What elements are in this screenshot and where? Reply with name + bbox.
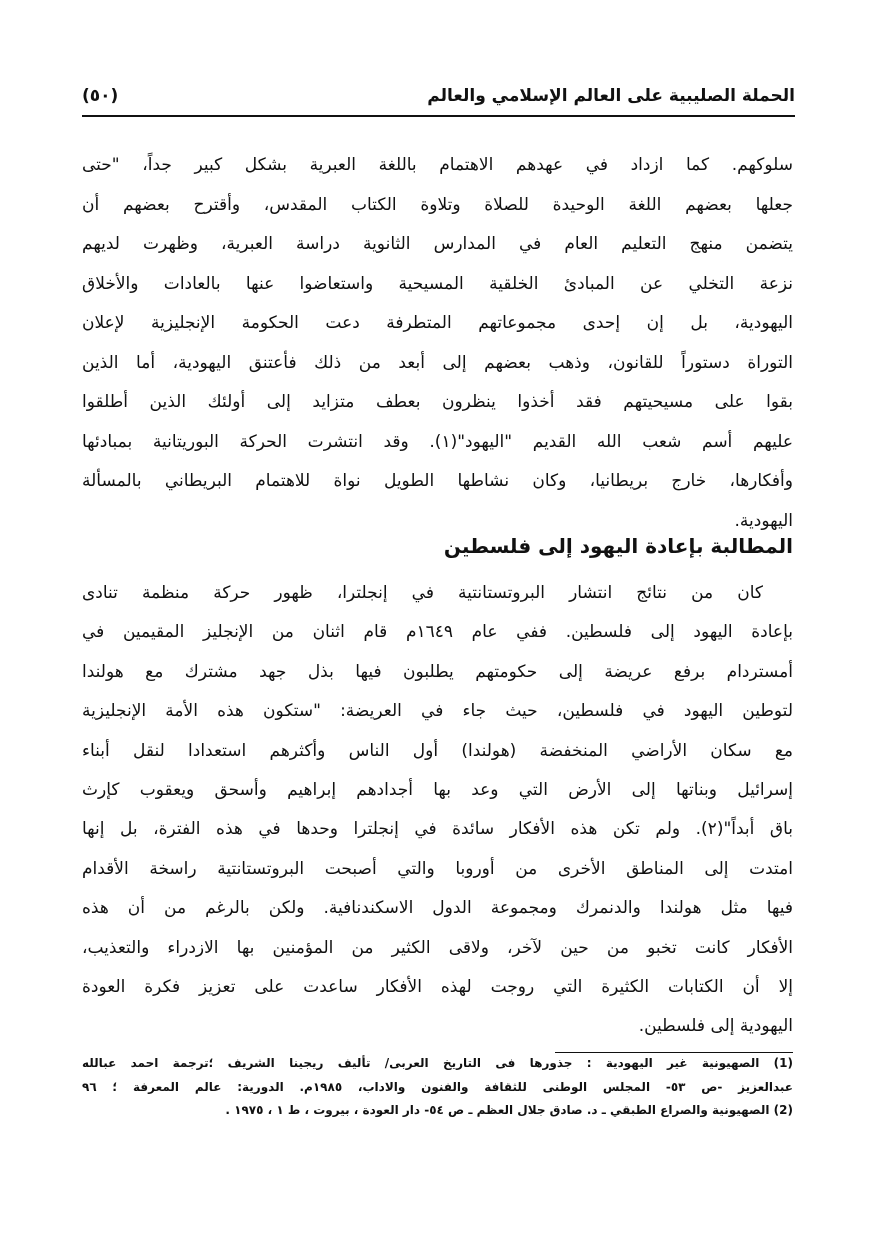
text-line: الأفكار كانت تخبو من حين لآخر، ولاقى الكثير من المؤمنين بها الازدراء والتعذيب، — [82, 937, 793, 958]
text-line: جعلها بعضهم اللغة الوحيدة للصلاة وتلاوة الكتاب المقدس، وأقترح بعضهم أن — [82, 194, 793, 215]
text-line: يتضمن منهج التعليم العام في المدارس الثانوية دراسة العبرية، وظهرت لديهم — [82, 234, 793, 254]
section-heading: المطالبة بإعادة اليهود إلى فلسطين — [443, 534, 793, 558]
text-line: إلا أن الكتابات الكثيرة التي روجت لهذه الأفكار ساعدت على تعزيز فكرة العودة — [82, 977, 793, 997]
text-line: سلوكهم. كما ازداد في عهدهم الاهتمام باللغة العبرية بشكل كبير جداً، "حتى — [82, 155, 793, 175]
running-header — [82, 86, 795, 114]
text-line: بإعادة اليهود إلى فلسطين. ففي عام ١٦٤٩م قام اثنان من الإنجليز المقيمين في — [82, 622, 793, 643]
text-line: التوراة دستوراً للقانون، وذهب بعضهم إلى أبعد من ذلك فأعتنق اليهودية، أما الذين — [82, 352, 793, 373]
text-line: كان من نتائج انتشار البروتستانتية في إنجلترا، ظهور حركة منظمة تنادى — [82, 583, 763, 603]
text-line: إسرائيل وبناتها إلى الأرض التي وعد بها أجدادهم إبراهيم وأسحق ويعقوب كإرث — [82, 780, 793, 800]
footnote-line: (2) الصهيونية والصراع الطبقي ـ د. صادق جلال العظم ـ ص ٥٤- دار العودة ، بيروت ، ط ١ ، ١٩٧٥ . — [225, 1103, 793, 1117]
text-line: أمستردام برفع عريضة إلى حكومتهم يطلبون فيها بذل جهد مشترك مع هولندا — [82, 661, 793, 682]
text-line: فيها مثل هولندا والدنمرك ومجموعة الدول الاسكندنافية. ولكن بالرغم من أن هذه — [82, 898, 793, 919]
footnote-rule — [555, 1052, 793, 1053]
footnote-line: (1) الصهيونية غير اليهودية : جذورها فى التاريخ العربى/ تأليف ريجينا الشريف ؛ترجمة احمد عبالله — [82, 1056, 793, 1070]
text-line: وأفكارها، خارج بريطانيا، وكان نشاطها الطويل نواة للاهتمام البريطاني بالمسألة — [82, 471, 793, 491]
text-line: اليهودية، بل إن إحدى مجموعاتهم المتطرفة دعت الحكومة الإنجليزية لإعلان — [82, 313, 793, 333]
header-rule — [82, 115, 795, 117]
text-line: اليهودية. — [734, 510, 793, 531]
header-title: الحملة الصليبية على العالم الإسلامي والعالم — [427, 86, 795, 106]
text-line: عليهم أسم شعب الله القديم "اليهود"(١). وقد انتشرت الحركة البوريتانية بمبادئها — [82, 431, 793, 452]
page-number: (٥٠) — [82, 86, 119, 106]
text-line: نزعة التخلي عن المبادئ الخلقية المسيحية واستعاضوا عنها بالعادات والأخلاق — [82, 273, 793, 294]
footnote-line: عبدالعزيز -ص ٥٣- المجلس الوطنى للثقافة والفنون والاداب، ١٩٨٥م. الدورية: عالم المعرفة ؛ ٩٦ — [82, 1079, 793, 1094]
text-line: امتدت إلى المناطق الأخرى من أوروبا والتي أصبحت البروتستانتية راسخة الأقدام — [82, 858, 793, 879]
text-line: اليهودية إلى فلسطين. — [638, 1016, 793, 1037]
text-line: مع سكان الأراضي المنخفضة (هولندا) أول الناس وأكثرهم استعدادا لنقل أبناء — [82, 740, 793, 761]
text-line: باق أبداً"(٢). ولم تكن هذه الأفكار سائدة في إنجلترا وحدها في هذه الفترة، بل إنها — [82, 819, 793, 840]
text-line: بقوا على مسيحيتهم فقد أخذوا ينظرون بعطف متزايد إلى أولئك الذين أطلقوا — [82, 392, 793, 412]
text-line: لتوطين اليهود في فلسطين، حيث جاء في العريضة: "ستكون هذه الأمة الإنجليزية — [82, 701, 793, 722]
